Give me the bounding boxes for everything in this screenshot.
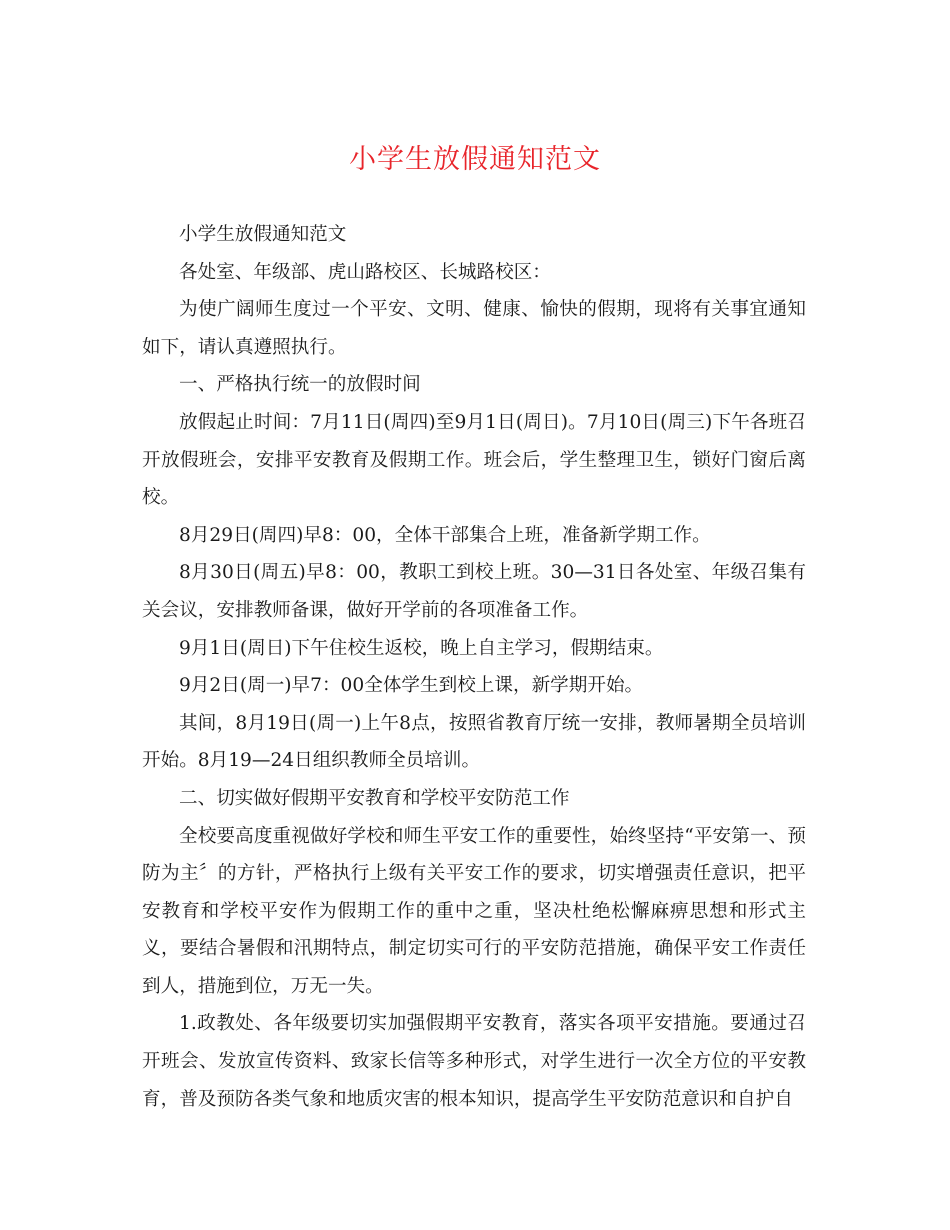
paragraph-safety-policy: 全校要高度重视做好学校和师生平安工作的重要性，始终坚持“平安第一、预防为主〞的方针，严格执行上级有关平安工作的要求，切实增强责任意识，把平安教育和学校平安作为假期工作的重中之重，坚决杜绝松懈麻痹思想和形式主义，要结合暑假和汛期特点，制定切实可行的平安防范措施，确保平安工作责任到人，措施到位，万无一失。 (142, 825, 806, 997)
paragraph-item-1: 1.政教处、各年级要切实加强假期平安教育，落实各项平安措施。要通过召开班会、发放宣传资料、致家长信等多种形式，对学生进行一次全方位的平安教育，普及预防各类气象和地质灾害的根本知识，提高学生平安防范意识和自护自 (142, 1013, 806, 1110)
paragraph-aug-29: 8月29日(周四)早8：00，全体干部集合上班，准备新学期工作。 (179, 524, 711, 546)
section-heading-1: 一、严格执行统一的放假时间 (179, 374, 421, 396)
paragraph-holiday-dates: 放假起止时间：7月11日(周四)至9月1日(周日)。7月10日(周三)下午各班召开放假班会，安排平安教育及假期工作。班会后，学生整理卫生，锁好门窗后离校。 (142, 411, 806, 509)
section-heading-2: 二、切实做好假期平安教育和学校平安防范工作 (179, 787, 570, 809)
paragraph-training: 其间，8月19日(周一)上午8点，按照省教育厅统一安排，教师暑期全员培训开始。8月19—24日组织教师全员培训。 (142, 712, 806, 772)
paragraph-doc-heading: 小学生放假通知范文 (179, 224, 347, 245)
paragraph-recipients: 各处室、年级部、虎山路校区、长城路校区： (179, 261, 551, 283)
paragraph-sep-2: 9月2日(周一)早7：00全体学生到校上课，新学期开始。 (179, 675, 644, 697)
document-title: 小学生放假通知范文 (349, 144, 601, 175)
paragraph-intro: 为使广阔师生度过一个平安、文明、健康、愉快的假期，现将有关事宜通知如下，请认真遵照执行。 (142, 299, 806, 358)
paragraph-aug-30: 8月30日(周五)早8：00，教职工到校上班。30—31日各处室、年级召集有关会议，安排教师备课，做好开学前的各项准备工作。 (142, 562, 806, 621)
paragraph-sep-1: 9月1日(周日)下午住校生返校，晚上自主学习，假期结束。 (179, 637, 664, 659)
document-body (142, 216, 806, 1118)
